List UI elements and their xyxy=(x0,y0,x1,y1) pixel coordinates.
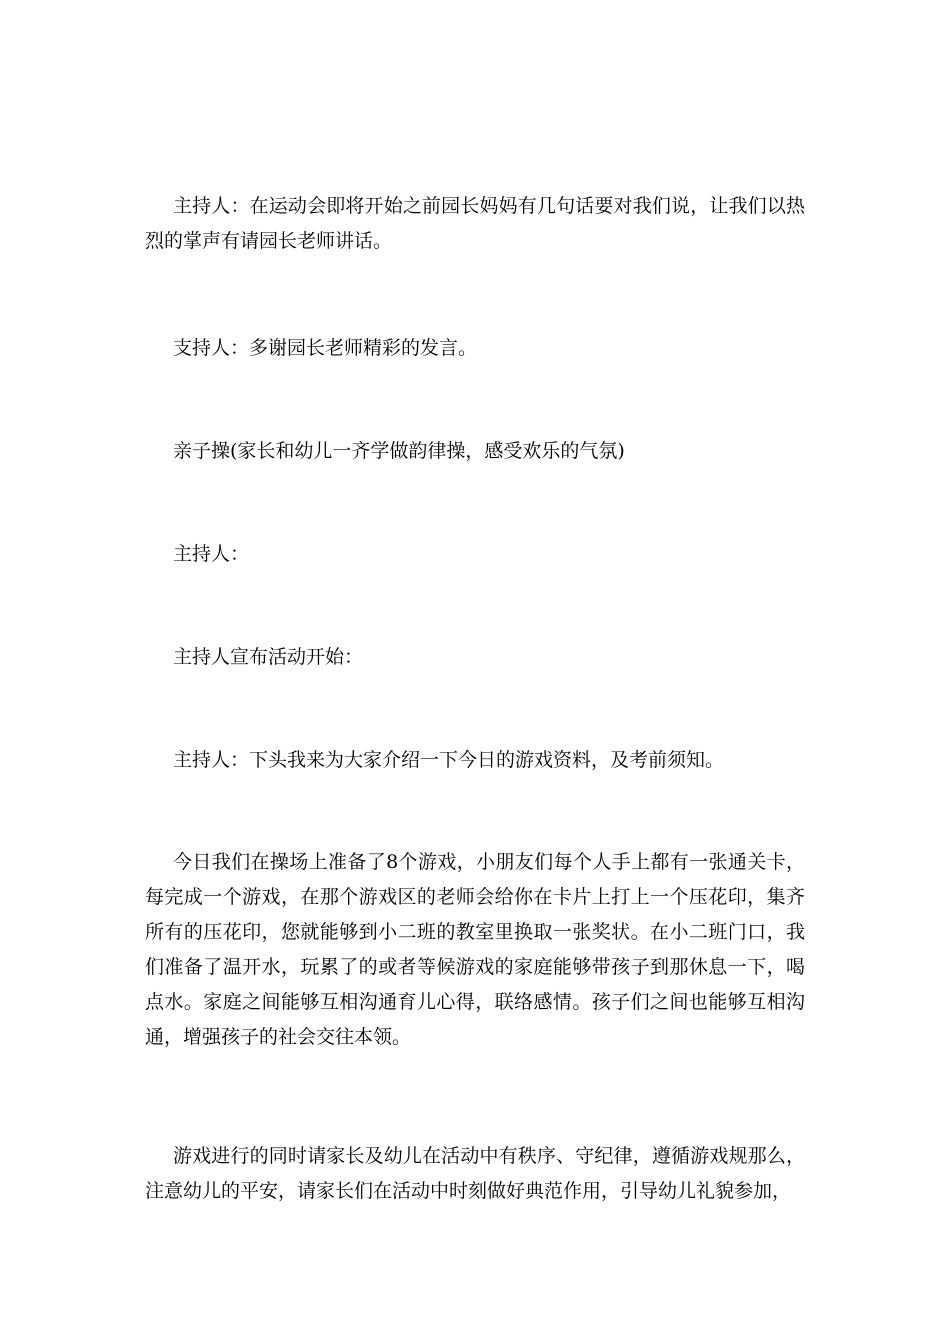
paragraph-host: 主持人： xyxy=(173,543,250,565)
paragraph-safety-notes: 游戏进行的同时请家长及幼儿在活动中有秩序、守纪律，遵循游戏规那么，注意幼儿的平安，请家长们在活动中时刻做好典范作用，引导幼儿礼貌参加， xyxy=(145,1145,805,1202)
paragraph-game-introduction: 主持人：下头我来为大家介绍一下今日的游戏资料，及考前须知。 xyxy=(173,749,725,771)
paragraph-host-announces-start: 主持人宣布活动开始： xyxy=(173,646,364,668)
paragraph-host-intro: 主持人：在运动会即将开始之前园长妈妈有几句话要对我们说，让我们以热烈的掌声有请园长老师讲话。 xyxy=(145,195,805,252)
paragraph-parent-child-exercise: 亲子操(家长和幼儿一齐学做韵律操，感受欢乐的气氛) xyxy=(173,440,625,462)
paragraph-game-details: 今日我们在操场上准备了8个游戏，小朋友们每个人手上都有一张通关卡，每完成一个游戏，在那个游戏区的老师会给你在卡片上打上一个压花印，集齐所有的压花印，您就能够到小二班的教室里换取一张奖状。在小二班门口，我们准备了温开水，玩累了的或者等候游戏的家庭能够带孩子到那休息一下，喝点水。家庭之间能够互相沟通育儿心得，联络感情。孩子们之间也能够互相沟通，增强孩子的社会交往本领。 xyxy=(145,851,805,1048)
paragraph-thanks: 支持人：多谢园长老师精彩的发言。 xyxy=(173,337,478,359)
